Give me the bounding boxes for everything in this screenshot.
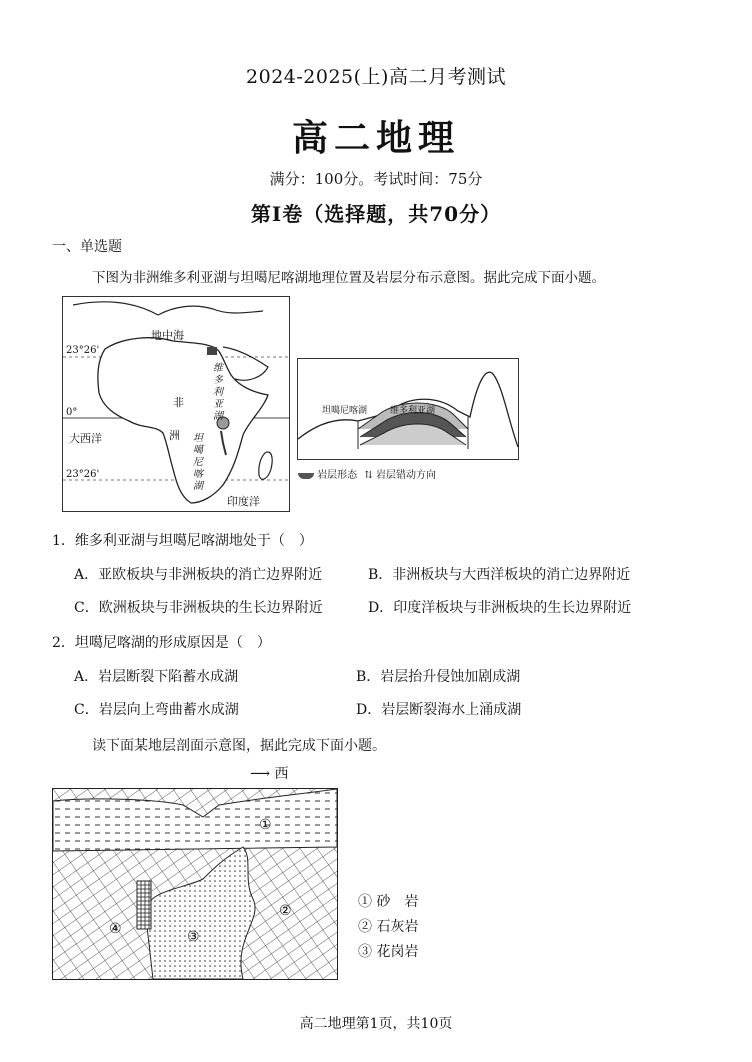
atlantic-label: 大西洋 — [69, 432, 102, 445]
stratum-section-drawing — [53, 789, 337, 979]
stratum-legend — [358, 890, 418, 965]
q1-option-d: D．印度洋板块与非洲板块的生长边界附近 — [368, 600, 632, 616]
q2-option-b: B．岩层抬升侵蚀加剧成湖 — [356, 669, 521, 685]
score-info: 满分：100分。考试时间：75分 — [269, 170, 483, 188]
part-title: 第Ⅰ卷（选择题，共70分） — [250, 202, 502, 226]
mediterranean-label: 地中海 — [151, 329, 184, 342]
legend-item-limestone: ② 石灰岩 — [358, 919, 419, 935]
fault-legend-label: 岩层错动方向 — [375, 470, 436, 481]
fault-arrow-icon: ⇅ — [364, 470, 373, 481]
tanganyika-section-label: 坦噶尼喀湖 — [322, 406, 368, 416]
arrow-right-icon: ⟶ — [250, 766, 271, 782]
exam-title: 2024-2025(上)高二月考测试 — [246, 66, 506, 88]
stratum-mark-1: ① — [259, 817, 272, 833]
q2-option-a: A．岩层断裂下陷蓄水成湖 — [74, 669, 239, 685]
question-2-stem: 2．坦噶尼喀湖的形成原因是（ ） — [52, 635, 271, 651]
africa-map-figure — [62, 296, 290, 512]
q1-option-a: A．亚欧板块与非洲板块的消亡边界附近 — [74, 567, 323, 583]
group1-intro: 下图为非洲维多利亚湖与坦噶尼喀湖地理位置及岩层分布示意图。据此完成下面小题。 — [92, 270, 605, 286]
stratum-section-figure — [52, 788, 338, 980]
indian-ocean-label: 印度洋 — [227, 495, 260, 508]
q2-option-d: D．岩层断裂海水上涌成湖 — [356, 702, 522, 718]
lat-south-label: 23°26' — [66, 469, 100, 480]
victoria-section-label: 维多利亚湖 — [390, 406, 436, 416]
legend-item-granite: ③ 花岗岩 — [358, 944, 419, 960]
west-arrow — [250, 763, 289, 783]
group2-intro: 读下面某地层剖面示意图，据此完成下面小题。 — [92, 738, 386, 754]
lat-north-label: 23°26' — [66, 345, 100, 356]
rock-shape-legend-icon — [298, 473, 314, 479]
page-footer: 高二地理第1页，共10页 — [299, 1016, 453, 1032]
west-label: 西 — [274, 766, 289, 782]
subject-title: 高二地理 — [291, 117, 460, 159]
victoria-vertical-label: 维多利亚湖 — [213, 363, 223, 422]
rock-shape-legend-label: 岩层形态 — [317, 470, 358, 481]
continent-char-2: 洲 — [169, 429, 180, 442]
tanganyika-vertical-label: 坦噶尼喀湖 — [193, 433, 203, 492]
question-1-stem: 1．维多利亚湖与坦噶尼喀湖地处于（ ） — [52, 533, 313, 549]
equator-label: 0° — [66, 407, 78, 418]
continent-char-1: 非 — [173, 396, 184, 409]
rock-section-figure — [297, 358, 519, 460]
stratum-mark-2: ② — [279, 903, 292, 919]
legend-item-sandstone: ① 砂 岩 — [358, 894, 419, 910]
section-legend — [298, 466, 436, 481]
stratum-mark-4: ④ — [109, 921, 122, 937]
q1-option-b: B．非洲板块与大西洋板块的消亡边界附近 — [368, 567, 631, 583]
q1-option-c: C．欧洲板块与非洲板块的生长边界附近 — [74, 600, 323, 616]
stratum-mark-3: ③ — [187, 929, 200, 945]
section-label: 一、单选题 — [52, 239, 122, 255]
q2-option-c: C．岩层向上弯曲蓄水成湖 — [74, 702, 239, 718]
